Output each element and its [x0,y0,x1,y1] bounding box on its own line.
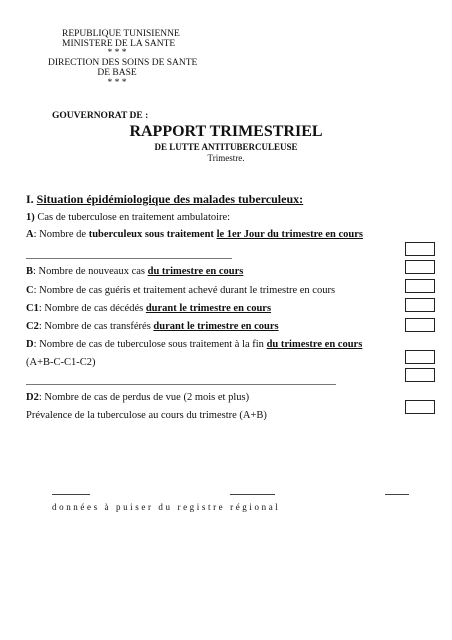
item-c1-pre: : Nombre de cas décédés [38,303,146,314]
section-number: I. [26,192,34,206]
box-c[interactable] [405,279,435,293]
item-c1-key: C1 [26,303,39,314]
prevalence-line: Prévalence de la tuberculose au cours du trimestre (A+B) [26,410,267,421]
header-direction: DIRECTION DES SOINS DE SANTE [48,58,198,68]
footer-rule-segment [52,494,90,495]
report-title: RAPPORT TRIMESTRIEL [129,123,323,140]
item-b [26,265,243,278]
report-subtitle: DE LUTTE ANTITUBERCULEUSE [154,142,298,152]
item-c1-underlined: durant le trimestre en cours [145,303,272,314]
item-d-underlined: du trimestre en cours [266,339,363,350]
item-c-key: C [26,285,34,296]
item-c2 [26,320,279,333]
item-c2-pre: : Nombre de cas transférés [38,321,154,332]
item-c-pre: : Nombre de cas guéris et traitement achevé durant le trimestre en cours [33,285,336,296]
item-b-key: B [26,266,34,277]
box-d-formula[interactable] [405,368,435,382]
item-d-key: D [26,339,34,350]
separator-line-2 [26,384,336,385]
box-d[interactable] [405,350,435,364]
item-d-pre: : Nombre de cas de tuberculose sous traitement à la fin [33,339,267,350]
section-heading [26,192,303,207]
footer-rule-segment [230,494,275,495]
item-a-key: A [26,229,34,240]
box-b[interactable] [405,260,435,274]
subsection-1 [26,211,230,224]
report-period: Trimestre. [207,153,245,163]
item-d2 [26,391,249,404]
item-d-formula: (A+B-C-C1-C2) [26,357,96,368]
box-d2[interactable] [405,400,435,414]
header-republic: REPUBLIQUE TUNISIENNE [62,29,180,39]
item-a [26,228,363,241]
item-a-underlined: le 1er Jour du trimestre en cours [216,229,363,240]
item-b-pre: : Nombre de nouveaux cas [33,266,148,277]
subsection-text: Cas de tuberculose en traitement ambulatoire: [37,212,231,223]
item-a-bold: tuberculeux sous traitement [88,229,214,240]
footer-rule-segment [385,494,409,495]
item-b-underlined: du trimestre en cours [147,266,244,277]
item-c [26,284,335,297]
header-stars-1: * * * [107,48,127,58]
item-d [26,338,362,351]
separator-line [26,258,232,259]
box-c2[interactable] [405,318,435,332]
section-title: Situation épidémiologique des malades tuberculeux: [36,192,304,206]
footer-note: données à puiser du registre régional [52,502,281,512]
subsection-number: 1) [26,212,35,223]
header-ministry: MINISTERE DE LA SANTE [62,39,176,49]
item-d2-pre: : Nombre de cas de perdus de vue (2 mois et plus) [38,392,250,403]
box-c1[interactable] [405,298,435,312]
item-c1 [26,302,271,315]
item-d2-key: D2 [26,392,39,403]
header-direction-2: DE BASE [97,68,137,78]
item-c2-underlined: durant le trimestre en cours [153,321,279,332]
box-a[interactable] [405,242,435,256]
header-stars-2: * * * [107,78,127,88]
item-a-pre: : Nombre de [33,229,89,240]
item-c2-key: C2 [26,321,39,332]
governorate-label: GOUVERNORAT DE : [52,111,149,121]
